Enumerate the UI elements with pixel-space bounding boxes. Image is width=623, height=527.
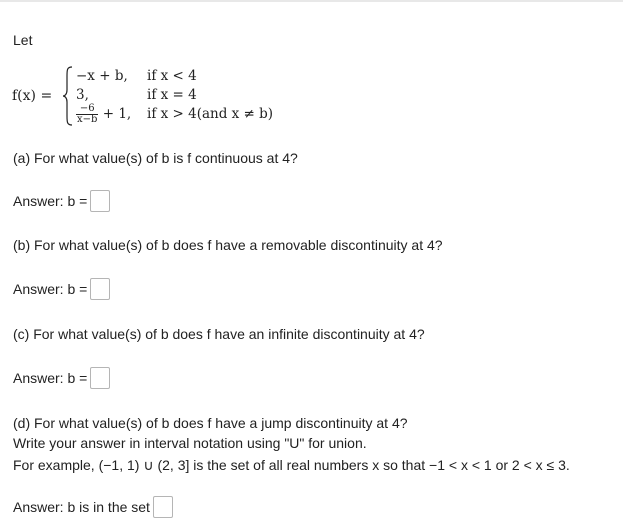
answer-row-b — [13, 276, 110, 302]
case-3-numerator: −6 — [76, 104, 98, 115]
question-d-instruction: Write your answer in interval notation using "U" for union. — [13, 435, 367, 451]
question-d-example: For example, (−1, 1) ∪ (2, 3] is the set of all real numbers x so that −1 < x < 1 or 2 < x ≤ 3. — [13, 457, 570, 473]
answer-row-d — [13, 494, 173, 520]
case-3-cond: if x > 4(and x ≠ b) — [147, 106, 274, 122]
answer-label-d: Answer: b is in the set — [13, 499, 150, 515]
case-3-denominator: x−b — [77, 114, 98, 125]
case-1-expr: −x + b, — [76, 68, 128, 84]
answer-input-a[interactable] — [90, 190, 110, 212]
answer-input-b[interactable] — [90, 278, 110, 300]
case-2-cond: if x = 4 — [147, 87, 197, 103]
answer-row-c — [13, 365, 110, 391]
answer-input-c[interactable] — [90, 367, 110, 389]
top-border — [0, 0, 623, 2]
question-a: (a) For what value(s) of b is f continuous at 4? — [13, 150, 298, 166]
question-b: (b) For what value(s) of b does f have a removable discontinuity at 4? — [13, 237, 443, 253]
case-1-cond: if x < 4 — [147, 68, 197, 84]
answer-label-b: Answer: b = — [13, 281, 88, 297]
case-3-tail: + 1, — [102, 106, 132, 122]
case-2-expr: 3, — [76, 87, 89, 103]
case-3-expr — [76, 104, 131, 125]
answer-label-a: Answer: b = — [13, 193, 88, 209]
function-lhs: f(x) = — [12, 88, 53, 104]
question-d: (d) For what value(s) of b does f have a jump discontinuity at 4? — [13, 415, 408, 431]
question-c: (c) For what value(s) of b does f have an infinite discontinuity at 4? — [13, 326, 425, 342]
intro-text: Let — [13, 32, 33, 48]
left-brace-icon — [62, 66, 74, 126]
answer-row-a — [13, 188, 110, 214]
answer-input-d[interactable] — [153, 496, 173, 518]
answer-label-c: Answer: b = — [13, 370, 88, 386]
